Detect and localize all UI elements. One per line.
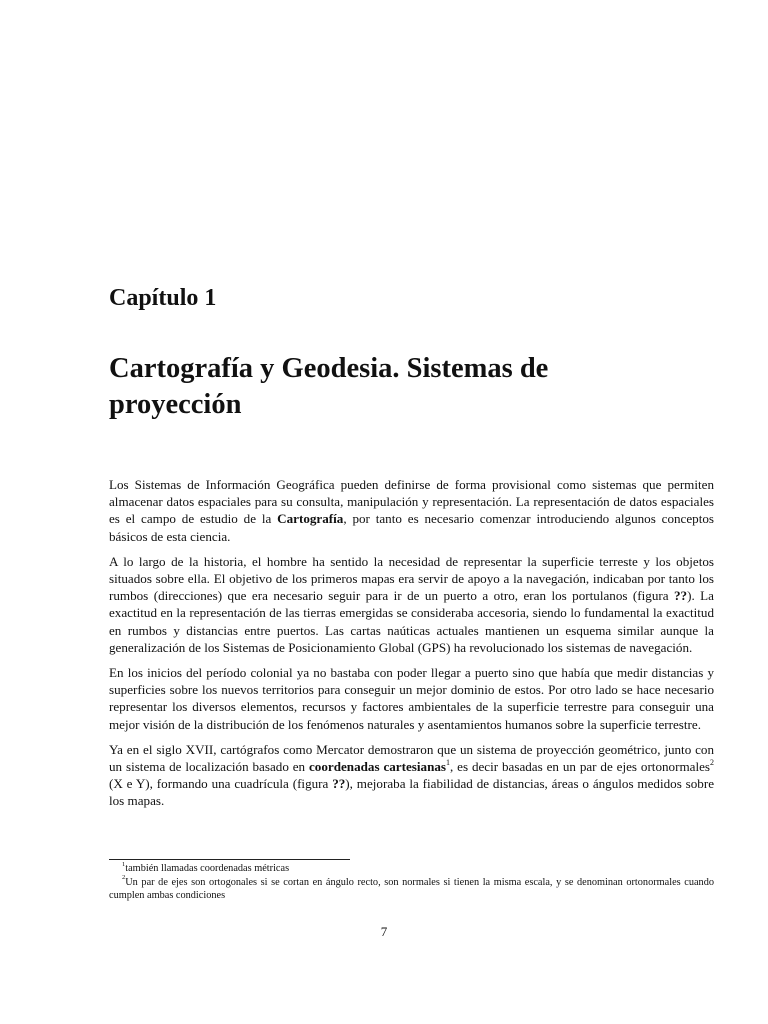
paragraph-2-text-a: A lo largo de la historia, el hombre ha sentido la necesidad de representar la superficie terreste y los objetos situados sobre ella. El objetivo de los primeros mapas era servir de apoyo a la navegación, indicaban por tanto los rumbos (direcciones) que era necesario seguir para ir de un puerto a otro, eran los portulanos (figura — [109, 553, 714, 604]
footnote-2-mark: 2 — [122, 874, 126, 882]
body-text — [109, 476, 714, 818]
paragraph-4-text-e: ), mejoraba la fiabilidad de distancias, áreas o ángulos medidos sobre los mapas. — [109, 776, 715, 809]
footnote-divider — [109, 859, 350, 860]
page-number: 7 — [380, 924, 388, 939]
paragraph-1-text-a: Los Sistemas de Información Geográfica pueden definirse de forma provisional como sistemas que permiten almacenar datos espaciales para su consulta, manipulación y representación. La representación de datos espaciales es el campo de estudio de la — [109, 477, 714, 527]
paragraph-1-text-c: , por tanto es necesario comenzar introduciendo algunos conceptos básicos de esta ciencia. — [109, 511, 714, 544]
paragraph-3: En los inicios del período colonial ya no bastaba con poder llegar a puerto sino que había que medir distancias y superficies sobre los nuevos territorios para conseguir un mejor dominio de estos. Por otro lado se hace necesario representar los diversos elementos, recursos y factores ambientales de la superficie terrestre para conseguir una mejor visión de la distribución de los fenómenos naturales y asentamientos humanos sobre la superficie terrestre. — [109, 665, 714, 732]
term-cartografia: Cartografía — [277, 511, 344, 527]
paragraph-4-text-c: , es decir basadas en un par de ejes ortonormales — [450, 759, 710, 775]
chapter-title-line-2: proyección — [109, 389, 242, 420]
footnote-2 — [109, 876, 714, 903]
paragraph-4-text-d: (X e Y), formando una cuadrícula (figura — [109, 776, 333, 792]
figure-reference[interactable]: ?? — [332, 776, 346, 792]
footnote-2-text: Un par de ejes son ortogonales si se cortan en ángulo recto, son normales si tienen la misma escala, y se denominan ortonormales cuando cumplen ambas condiciones — [109, 876, 714, 901]
paragraph-4-text-a: Ya en el siglo XVII, cartógrafos como Mercator demostraron que un sistema de proyección geométrico, junto con un sistema de localización basado en — [109, 741, 714, 775]
paragraph-2 — [109, 553, 714, 656]
footnote-1-text: también llamadas coordenadas métricas — [125, 863, 290, 874]
figure-reference[interactable]: ?? — [674, 588, 688, 604]
footnote-1 — [109, 862, 714, 876]
chapter-label: Capítulo 1 — [109, 285, 217, 311]
footnote-marker-1[interactable]: 1 — [446, 757, 450, 767]
paragraph-1 — [109, 476, 714, 545]
footnote-marker-2[interactable]: 2 — [710, 757, 714, 767]
footnote-1-mark: 1 — [122, 860, 126, 868]
chapter-title-line-1: Cartografía y Geodesia. Sistemas de — [109, 353, 549, 384]
chapter-title — [109, 351, 669, 423]
paragraph-2-text-c: ). La exactitud en la representación de las tierras emergidas se consideraba accesoria, siendo lo fundamental la exactitud en rumbos y distancias entre puertos. Las cartas naúticas actuales mantienen un esquema similar aunque la generalización de los Sistemas de Posicionamiento Global (GPS) ha revolucionado los sistemas de navegación. — [109, 588, 714, 655]
paragraph-4 — [109, 741, 714, 810]
footnotes — [109, 862, 714, 903]
term-coordenadas-cartesianas: coordenadas cartesianas — [309, 759, 446, 775]
